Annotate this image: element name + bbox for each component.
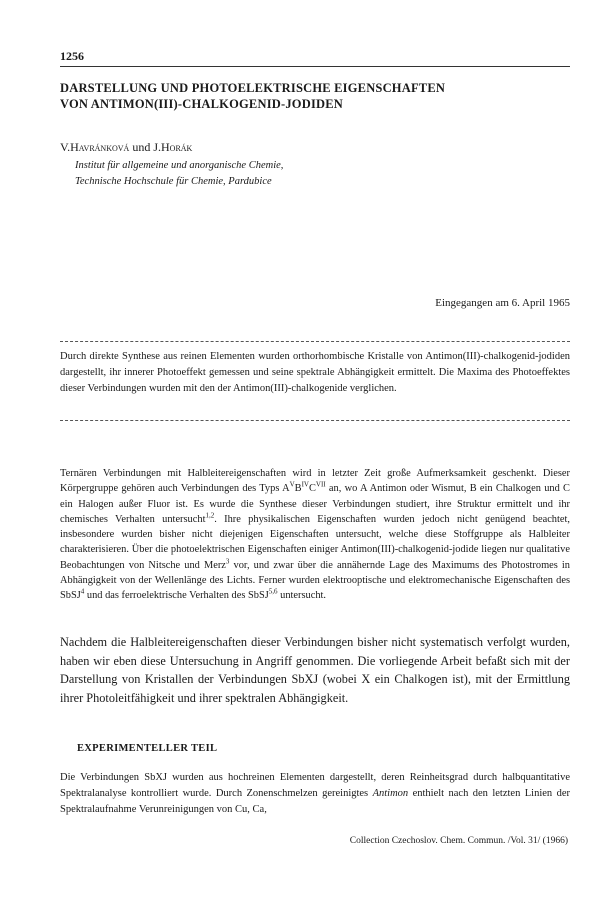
intro-text-5: und das ferroelektrische Verhalten des SbSJ — [84, 590, 269, 602]
reference-4: 4 — [80, 587, 85, 596]
intro-text-2: an, wo A Antimon oder Wismut, B ein Chalkogen und C ein Halogen außer Fluor ist. Es wurde die Synthese dieser Verbindungen studiert, ihre Struktur ermittelt und ihr chemisches Verhalten untersucht — [60, 483, 570, 525]
intro-text-3: . Ihre physikalischen Eigenschaften wurden jedoch nicht genügend beachtet, insbesondere wurden bisher nicht diejenigen Eigenschaften untersucht, welche diese Stoffgruppe als Halbleiter charakterisieren. Über die photoelektrischen Eigenschaften einiger Antimon(III)-chalkogenid-jodide liegen nur qualitative Beobachtungen von Nitsche und Merz — [60, 513, 570, 571]
author-2-initial: J. — [153, 140, 161, 154]
intro-text-6: untersucht. — [277, 590, 327, 602]
journal-footer: Collection Czechoslov. Chem. Commun. /Vol. 31/ (1966) — [349, 836, 568, 846]
type-a-sup: V — [289, 480, 295, 489]
type-a: A — [282, 483, 290, 495]
type-b: B — [294, 483, 302, 495]
page-number: 1256 — [60, 49, 84, 63]
experimental-paragraph — [60, 770, 570, 818]
affiliation-line-1: Institut für allgemeine und anorganische Chemie, — [75, 160, 284, 171]
reference-3: 3 — [225, 557, 230, 566]
abstract: Durch direkte Synthese aus reinen Elementen wurden orthorhombische Kristalle von Antimon(III)-chalkogenid-jodiden dargestellt, ihr innerer Photoeffekt gemessen und seine spektrale Abhängigkeit ermittelt. Die Maxima des Photoeffektes dieser Verbindungen wurden mit den der Antimon(III)-chalkogenide verglichen. — [60, 351, 570, 394]
author-1-name: Havránková — [70, 140, 130, 154]
affiliation-line-2: Technische Hochschule für Chemie, Pardubice — [75, 176, 272, 187]
author-conjunction: und — [129, 140, 154, 154]
abstract-rule-bottom — [60, 420, 570, 421]
header-rule — [60, 66, 570, 67]
section-heading: EXPERIMENTELLER TEIL — [77, 743, 218, 754]
title-line-2: VON ANTIMON(III)-CHALKOGENID-JODIDEN — [60, 97, 344, 111]
type-c: C — [308, 483, 316, 495]
intro-paragraph — [60, 466, 570, 604]
abstract-rule-top — [60, 341, 570, 342]
reference-1-2: 1,2 — [205, 511, 215, 520]
type-formula — [282, 480, 326, 495]
type-b-sup: IV — [301, 480, 309, 489]
experimental-text-1: Die Verbindungen SbXJ wurden aus hochreinen Elementen dargestellt, deren Reinheitsgrad durch halbquantitative Spektralanalyse kontrolliert wurde. Durch Zonenschmelzen gereinigtes — [60, 772, 570, 799]
affiliation — [75, 158, 283, 190]
authors — [60, 140, 192, 155]
reference-5-6: 5,6 — [268, 587, 278, 596]
aim-paragraph: Nachdem die Halbleitereigenschaften dieser Verbindungen bisher nicht systematisch verfolgt wurden, haben wir eben diese Untersuchung in Angriff genommen. Die vorliegende Arbeit befaßt sich mit der Darstellung von Kristallen der Verbindungen SbXJ (wobei X ein Chalkogen ist), mit der Ermittlung ihrer Photoleitfähigkeit und ihrer spektralen Abhängigkeit. — [60, 635, 570, 705]
article-title — [60, 80, 570, 112]
type-c-sup: VII — [315, 480, 326, 489]
title-line-1: DARSTELLUNG UND PHOTOELEKTRISCHE EIGENSCHAFTEN — [60, 81, 446, 95]
author-2-name: Horák — [161, 140, 193, 154]
received-date: Eingegangen am 6. April 1965 — [435, 297, 570, 309]
intro-text-4: vor, und zwar über die annähernde Lage des Maximums des Photostromes in Abhängigkeit von der Wellenlänge des Lichts. Ferner wurden elektrooptische und elektromechanische Eigenschaften des SbSJ — [60, 559, 571, 602]
author-1-initial: V. — [60, 140, 71, 154]
experimental-italic: Antimon — [372, 788, 409, 799]
experimental-text-2: enthielt nach den letzten Linien der Spektralaufnahme Verunreinigungen von Cu, Ca, — [60, 788, 570, 815]
intro-text-1: Ternären Verbindungen mit Halbleitereigenschaften wird in letzter Zeit große Aufmerksamkeit geschenkt. Dieser Körpergruppe gehören auch Verbindungen des Typs — [60, 468, 570, 495]
